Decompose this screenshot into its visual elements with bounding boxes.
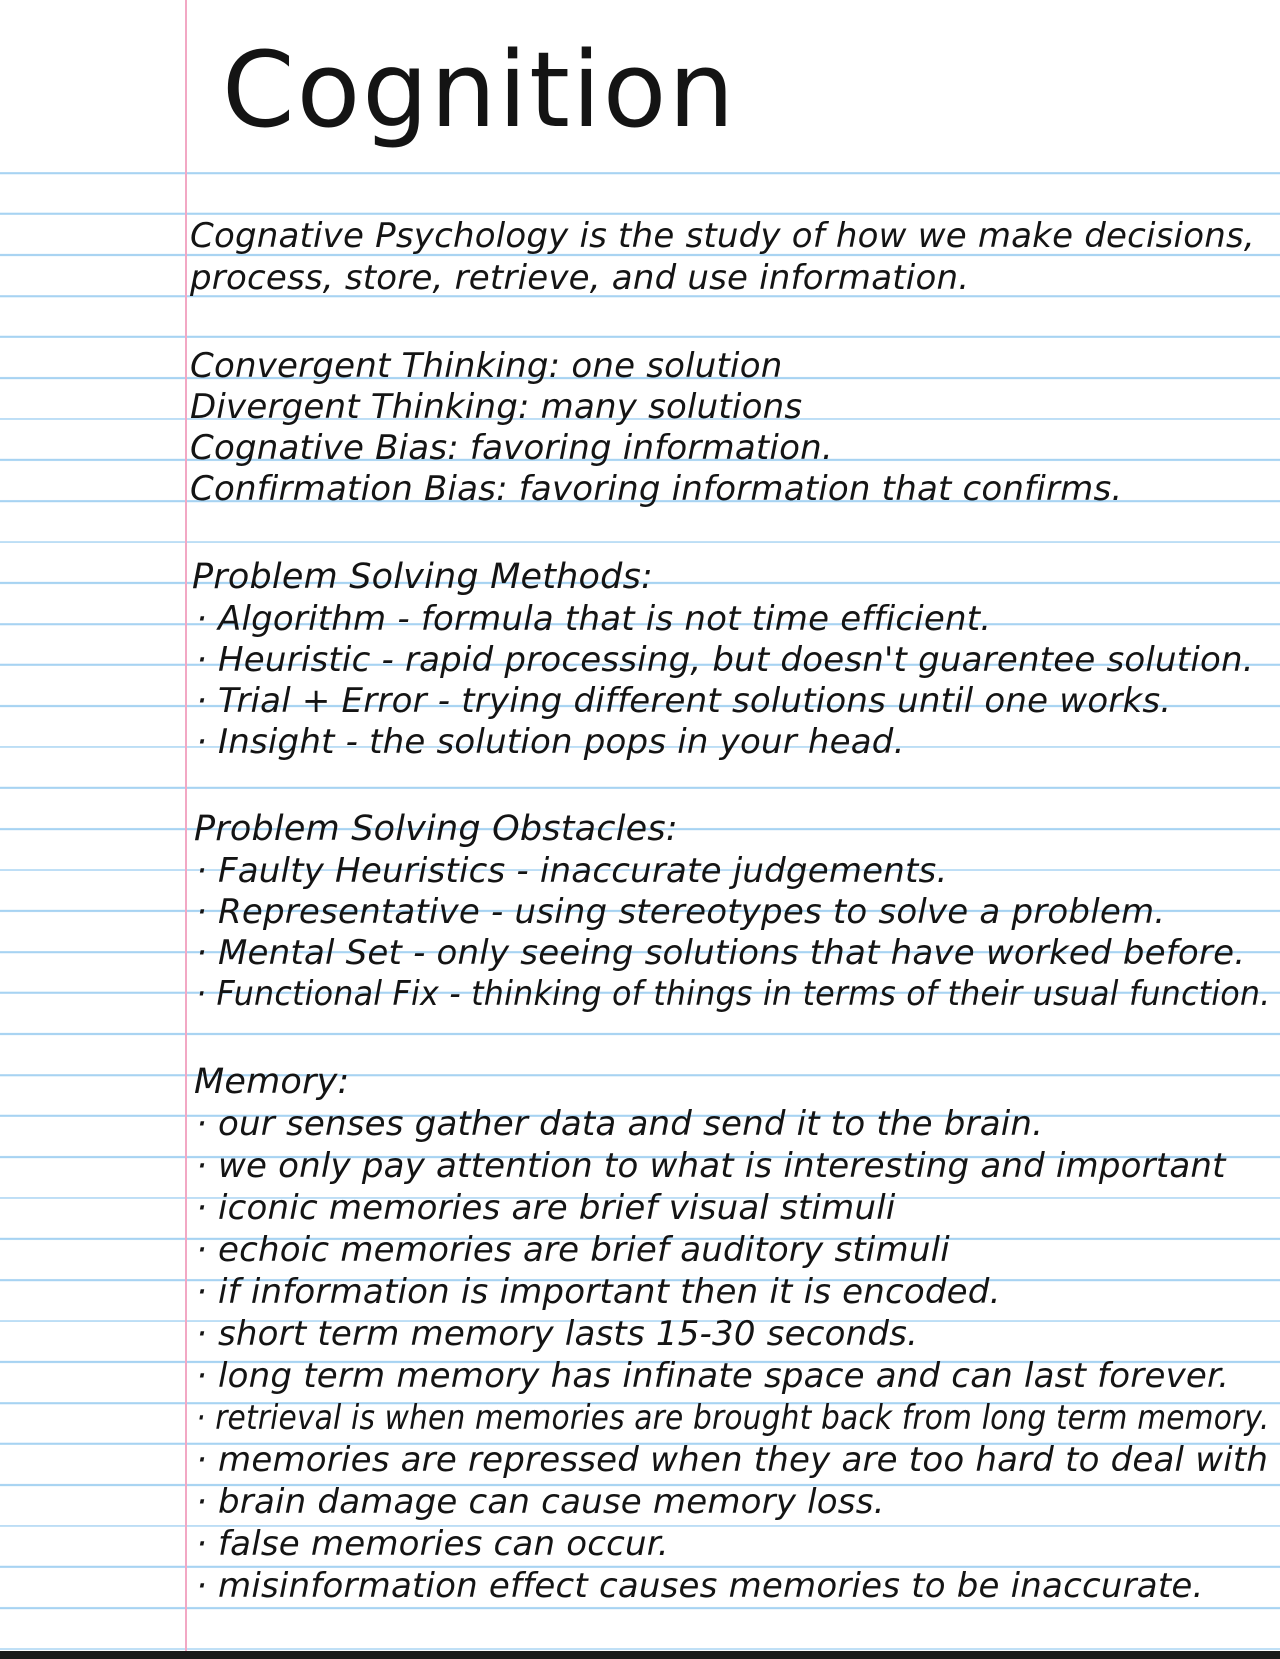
list-item: · misinformation effect causes memories to be inaccurate. xyxy=(196,1566,1204,1606)
list-item: · Algorithm - formula that is not time efficient. xyxy=(196,599,992,639)
list-item: · iconic memories are brief visual stimuli xyxy=(196,1188,896,1228)
definition-divergent: Divergent Thinking: many solutions xyxy=(190,387,803,427)
intro-line-1: Cognative Psychology is the study of how we make decisions, xyxy=(190,216,1255,256)
list-item: · memories are repressed when they are too hard to deal with xyxy=(196,1440,1269,1480)
memory-heading: Memory: xyxy=(194,1062,350,1102)
list-item: · Mental Set - only seeing solutions that have worked before. xyxy=(196,933,1246,973)
margin-line xyxy=(185,0,187,1659)
list-item: · short term memory lasts 15-30 seconds. xyxy=(196,1314,919,1354)
list-item: · brain damage can cause memory loss. xyxy=(196,1482,885,1522)
definition-confirmation-bias: Confirmation Bias: favoring information that confirms. xyxy=(190,469,1123,509)
list-item: · our senses gather data and send it to the brain. xyxy=(196,1104,1044,1144)
definition-cognative-bias: Cognative Bias: favoring information. xyxy=(190,428,833,468)
list-item: · Trial + Error - trying different solutions until one works. xyxy=(196,681,1172,721)
list-item: · Heuristic - rapid processing, but doesn't guarentee solution. xyxy=(196,640,1254,680)
list-item: · we only pay attention to what is interesting and important xyxy=(196,1146,1226,1186)
page-title: Cognition xyxy=(222,29,737,151)
intro-line-2: process, store, retrieve, and use information. xyxy=(190,258,970,298)
list-item: · Insight - the solution pops in your head. xyxy=(196,722,905,762)
list-item: · retrieval is when memories are brought back from long term memory. xyxy=(196,1398,1270,1438)
list-item: · long term memory has infinate space and can last forever. xyxy=(196,1356,1230,1396)
list-item: · Functional Fix - thinking of things in terms of their usual function. xyxy=(196,974,1271,1014)
list-item: · if information is important then it is encoded. xyxy=(196,1272,1001,1312)
page-bottom-edge xyxy=(0,1651,1280,1659)
list-item: · false memories can occur. xyxy=(196,1524,669,1564)
methods-heading: Problem Solving Methods: xyxy=(192,557,654,597)
definition-convergent: Convergent Thinking: one solution xyxy=(190,346,783,386)
obstacles-heading: Problem Solving Obstacles: xyxy=(194,809,678,849)
list-item: · Faulty Heuristics - inaccurate judgements. xyxy=(196,851,948,891)
list-item: · Representative - using stereotypes to solve a problem. xyxy=(196,892,1166,932)
list-item: · echoic memories are brief auditory stimuli xyxy=(196,1230,950,1270)
